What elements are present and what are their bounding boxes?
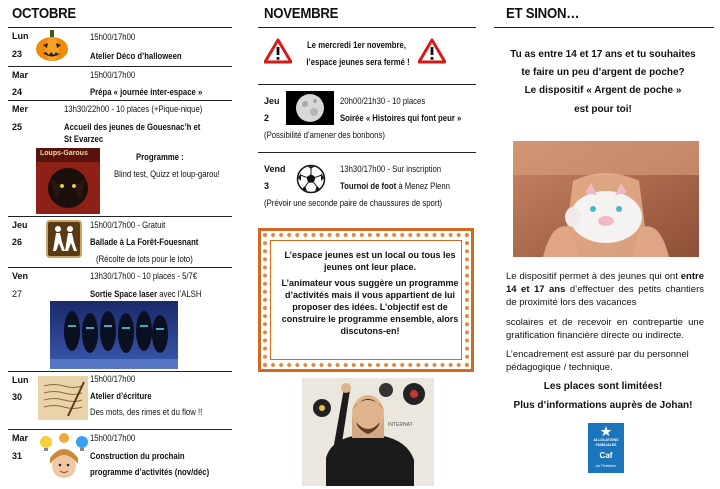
day-label: Vend	[264, 164, 286, 174]
date-label: 24	[12, 87, 23, 97]
sinon-title: ET SINON…	[506, 5, 580, 22]
event-time: 13h30/22h00 - 10 places (+Pique-nique)	[64, 104, 203, 114]
event-time: 15h00/17h00	[90, 433, 136, 443]
divider	[8, 216, 232, 217]
sinon-column	[492, 0, 714, 489]
places-limited: Les places sont limitées!	[543, 381, 663, 392]
writing-image	[38, 376, 88, 420]
date-label: 2	[264, 113, 270, 123]
game-title: Loups-Garous	[40, 150, 88, 157]
divider	[8, 429, 232, 430]
day-label: Jeu	[264, 96, 280, 106]
piggy-bank-photo	[513, 141, 699, 257]
caf-line1: ALLOCATIONS	[593, 438, 619, 442]
date-label: 23	[12, 49, 23, 59]
info-box-paragraph-2: L’animateur vous suggère un programme d’activités mais il vous appartient de lui proposer des idées. L’objectif est de construire le programme ensemble, alors discutons-en!	[281, 278, 459, 336]
date-label: 31	[12, 451, 23, 461]
intro-question-2: te faire un peu d’argent de poche?	[521, 67, 685, 78]
date-label: 3	[264, 181, 270, 191]
event-note: (Possibilité d’amener des bonbons)	[264, 130, 385, 140]
divider	[8, 267, 232, 268]
date-label: 27	[12, 289, 23, 299]
info-box-paragraph-1: L’espace jeunes est un local ou tous les jeunes ont leur place.	[284, 250, 456, 272]
date-label: 30	[12, 392, 23, 402]
moon-image	[286, 91, 334, 125]
description-paragraph-3: L’encadrement est assuré par du personnel pédagogique / technique.	[506, 349, 689, 373]
event-note: (Prévoir une seconde paire de chaussures de sport)	[264, 198, 443, 208]
shirt-text: INTERNAT	[388, 422, 413, 428]
event-time: 20h00/21h30 - 10 places	[340, 96, 426, 106]
divider	[8, 100, 232, 101]
event-time: 13h30/17h00 - Sur inscription	[340, 164, 442, 174]
event-title: Construction du prochain	[90, 451, 185, 461]
october-column	[8, 0, 232, 489]
intro-question-4: est pour toi!	[574, 104, 632, 115]
warning-icon	[418, 38, 446, 64]
october-title: OCTOBRE	[12, 5, 76, 22]
event-title: Sortie Space laser avec l’ALSH	[90, 289, 202, 299]
event-title: programme d’activités (nov/déc)	[90, 467, 210, 477]
day-label: Ven	[12, 271, 29, 281]
event-time: 15h00/17h00 - Gratuit	[90, 220, 166, 230]
animator-photo	[302, 378, 434, 486]
november-title: NOVEMBRE	[264, 5, 339, 22]
day-label: Mar	[12, 70, 29, 80]
pumpkin-icon	[34, 29, 70, 63]
event-title: Atelier d’écriture	[90, 391, 152, 401]
event-time: 13h30/17h00 - 10 places - 5/7€	[90, 271, 198, 281]
intro-question-1: Tu as entre 14 et 17 ans et tu souhaites	[510, 49, 696, 60]
football-icon	[296, 164, 326, 194]
description-paragraph-2: scolaires et de recevoir en contrepartie une gratification financière directe ou indirecte.	[506, 317, 704, 341]
event-title: St Evarzec	[64, 134, 104, 144]
event-time: 15h00/17h00	[90, 32, 136, 42]
caf-sub: du Finistère	[595, 463, 617, 468]
closure-warning-line2: l’espace jeunes sera fermé !	[306, 57, 410, 67]
caf-emblem-icon	[599, 425, 613, 437]
event-title: Tournoi de foot à Menez Plenn	[340, 181, 450, 191]
divider	[8, 371, 232, 372]
loup-garou-game-image	[36, 148, 100, 214]
info-box	[258, 228, 474, 372]
divider	[494, 27, 714, 28]
event-title: Ballade à La Forêt-Fouesnant	[90, 237, 199, 247]
program-text: Blind test, Quizz et loup-garou!	[114, 169, 220, 179]
divider	[258, 152, 476, 153]
event-note: Des mots, des rimes et du flow !!	[90, 407, 203, 417]
day-label: Jeu	[12, 220, 28, 230]
hiking-icon	[46, 220, 82, 258]
event-title: Soirée « Histoires qui font peur »	[340, 113, 462, 123]
description-paragraph-1: Le dispositif permet à des jeunes qui ont entre 14 et 17 ans d’effectuer des petits chantiers de proximité lors des vacances	[506, 271, 704, 308]
event-time: 15h00/17h00	[90, 374, 136, 384]
event-note: (Récolte de lots pour le loto)	[96, 254, 193, 264]
caf-logo	[588, 423, 624, 473]
divider	[8, 27, 232, 28]
day-label: Lun	[12, 375, 29, 385]
date-label: 26	[12, 237, 23, 247]
event-title: Prépa « journée inter-espace »	[90, 87, 203, 97]
event-title: Accueil des jeunes de Gouesnac’h et	[64, 122, 201, 132]
event-time: 15h00/17h00	[90, 70, 136, 80]
november-column	[258, 0, 476, 489]
divider	[8, 66, 232, 67]
day-label: Mar	[12, 433, 29, 443]
ideas-image	[36, 432, 92, 484]
divider	[258, 27, 476, 28]
day-label: Lun	[12, 31, 29, 41]
warning-icon	[264, 38, 292, 64]
space-laser-photo	[50, 301, 178, 369]
program-label: Programme :	[136, 152, 184, 162]
divider	[258, 84, 476, 85]
event-title: Atelier Déco d’halloween	[90, 51, 182, 61]
intro-question-3: Le dispositif « Argent de poche »	[524, 85, 682, 96]
closure-warning-line1: Le mercredi 1er novembre,	[307, 40, 407, 50]
contact-info: Plus d’informations auprès de Johan!	[513, 400, 693, 411]
date-label: 25	[12, 122, 23, 132]
caf-brand: Caf	[599, 451, 613, 460]
caf-line2: FAMILIALES	[595, 443, 617, 447]
day-label: Mer	[12, 104, 29, 114]
